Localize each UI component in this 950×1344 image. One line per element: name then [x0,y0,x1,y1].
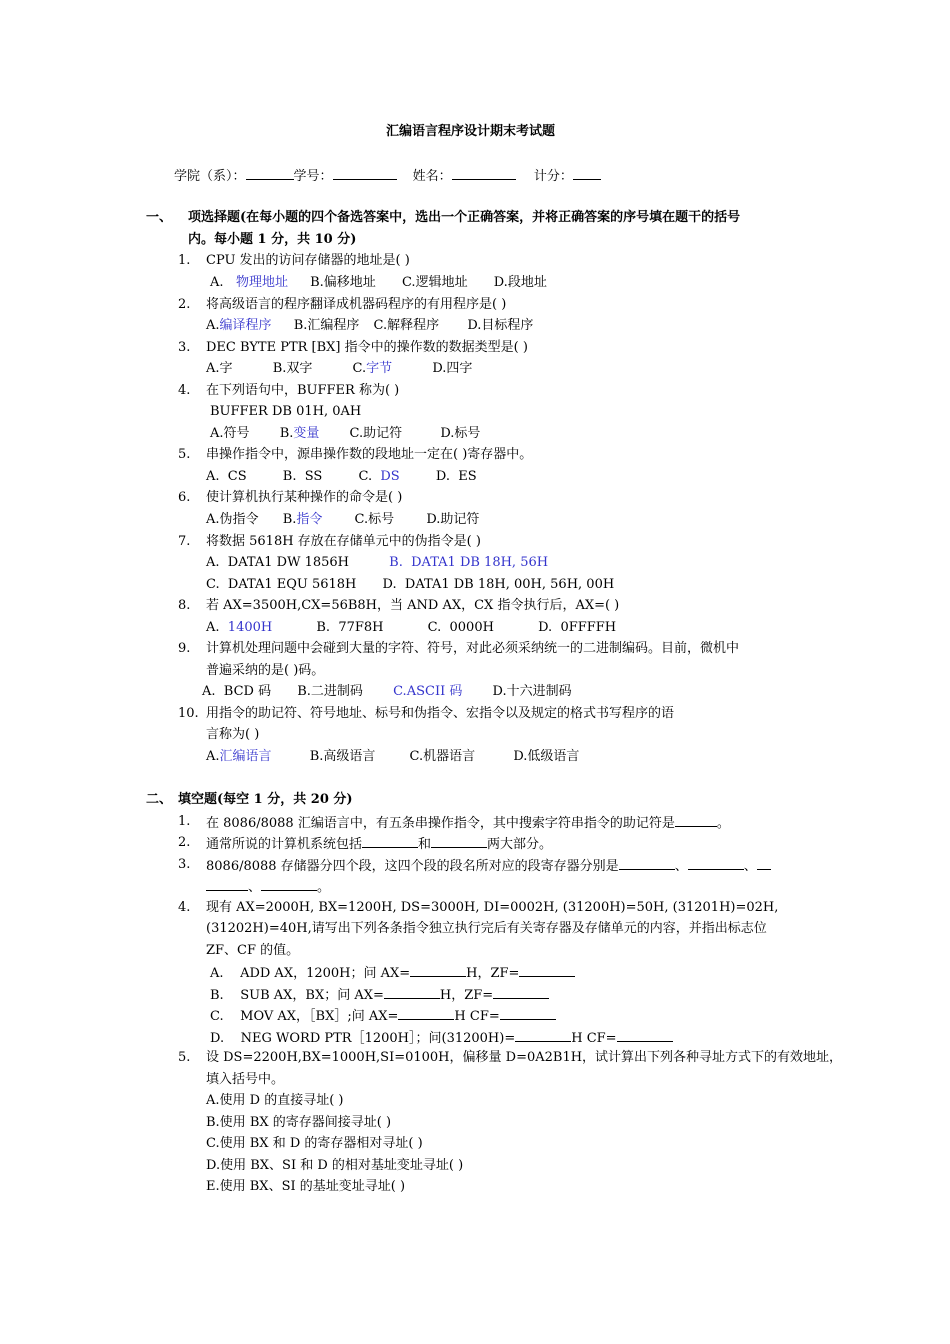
option[interactable]: A. CS [206,469,247,484]
answer-options [210,274,547,292]
option[interactable]: C. 0000H [427,620,494,635]
code-line: BUFFER DB 01H, 0AH [210,404,362,419]
blank[interactable] [500,1006,556,1020]
question-text: 在 8086/8088 汇编语言中，有五条串操作指令，其中搜索字符串指令的助记符是 。 [206,813,730,833]
option[interactable]: C.逻辑地址 [401,275,468,290]
question-text: 计算机处理问题中会碰到大量的字符、符号，对此必须采纳统一的二进制编码。目前，微机中 [206,641,740,656]
sub-item: A.使用 D 的直接寻址( ) [206,1093,344,1108]
option[interactable]: C. DS [358,469,400,484]
question-number: 3. [178,857,191,872]
college-field[interactable] [246,166,294,180]
option[interactable]: A.符号 [210,426,250,441]
question-text: 设 DS=2200H,BX=1000H,SI=0100H，偏移量 D=0A2B1H，试计算出下列各种寻址方式下的有效地址， [206,1050,843,1065]
option[interactable]: A.汇编语言 [206,749,272,764]
question-text: 8086/8088 存储器分四个段，这四个段的段名所对应的段寄存器分别是 、 、 [206,856,771,876]
sub-item: A. ADD AX，1200H；问 AX= H，ZF= [210,963,575,983]
answer-options [210,425,480,443]
question-text-cont: 填入括号中。 [206,1072,285,1087]
question-text: 现有 AX=2000H, BX=1200H, DS=3000H, DI=0002H, (31200H)=50H, (31201H)=02H, [206,900,779,915]
option[interactable]: C.字节 [352,361,393,376]
option[interactable]: D. DATA1 DB 18H, 00H, 56H, 00H [382,577,615,592]
blank[interactable] [261,877,317,891]
name-label: 姓名： [412,169,452,184]
option[interactable]: D. ES [435,469,477,484]
blank[interactable] [384,985,440,999]
question-number: 1. [178,814,191,829]
option[interactable]: A. 1400H [206,620,273,635]
sub-item: D. NEG WORD PTR［1200H］；问(31200H)= H CF= [210,1028,673,1048]
sub-item: B. SUB AX，BX；问 AX= H，ZF= [210,985,549,1005]
name-field[interactable] [452,166,516,180]
answer-options [206,317,533,335]
question-text: DEC BYTE PTR [BX] 指令中的操作数的数据类型是( ) [206,340,528,355]
answer-options [206,511,479,529]
score-label: 计分： [533,169,573,184]
option[interactable]: D. 0FFFFH [538,620,617,635]
blank[interactable] [619,856,675,870]
question-number: 4. [178,900,191,915]
answer-options [202,683,572,701]
question-text: CPU 发出的访问存储器的地址是( ) [206,253,410,268]
student-id-label: 学号： [293,169,333,184]
option[interactable]: C.ASCII 码 [393,684,463,699]
answer-options [206,554,548,572]
answer-options [206,619,616,637]
blank[interactable] [688,856,744,870]
blank[interactable] [398,1006,454,1020]
question-text: 使计算机执行某种操作的命令是( ) [206,490,403,505]
option[interactable]: B.汇编程序 [293,318,360,333]
option[interactable]: B.变量 [279,426,320,441]
page-title: 汇编语言程序设计期末考试题 [386,124,556,139]
option[interactable]: B. 77F8H [316,620,384,635]
question-text: 在下列语句中，BUFFER 称为( ) [206,383,400,398]
question-number: 5. [178,447,191,462]
sub-item: C.使用 BX 和 D 的寄存器相对寻址( ) [206,1136,423,1151]
option[interactable]: D.目标程序 [467,318,534,333]
score-field[interactable] [573,166,601,180]
option[interactable]: D.低级语言 [513,749,580,764]
question-number: 2. [178,297,191,312]
section2-number: 二、 [146,792,173,807]
question-text: 若 AX=3500H,CX=56B8H，当 AND AX，CX 指令执行后，AX=( ) [206,598,620,613]
option[interactable]: B.高级语言 [309,749,376,764]
question-text: 通常所说的计算机系统包括 和 两大部分。 [206,834,552,854]
blank[interactable] [757,856,771,870]
question-number: 8. [178,598,191,613]
option[interactable]: B. SS [282,469,323,484]
answer-options [206,468,477,486]
section1-title-line1: 项选择题(在每小题的四个备选答案中，选出一个正确答案，并将正确答案的序号填在题干的括号 [188,210,741,225]
blank[interactable] [519,963,575,977]
question-text: 串操作指令中，源串操作数的段地址一定在( )寄存器中。 [206,447,533,462]
blank[interactable] [515,1028,571,1042]
question-number: 3. [178,340,191,355]
college-label: 学院（系）： [174,169,246,184]
option[interactable]: B. DATA1 DB 18H, 56H [389,555,549,570]
question-text-cont: 普遍采纳的是( )码。 [206,663,325,678]
question-text-cont: 、 。 [206,877,330,897]
option[interactable]: D.四字 [432,361,473,376]
option[interactable]: D.助记符 [426,512,480,527]
blank[interactable] [362,834,418,848]
sub-item: D.使用 BX、SI 和 D 的相对基址变址寻址( ) [206,1158,464,1173]
option[interactable]: C.解释程序 [373,318,440,333]
option[interactable]: D.十六进制码 [492,684,572,699]
option[interactable]: A. BCD 码 [202,684,272,699]
question-text-cont: (31202H)=40H,请写出下列各条指令独立执行完后有关寄存器及存储单元的内容，并指出标志位 [206,921,767,936]
question-text: 用指令的助记符、符号地址、标号和伪指令、宏指令以及规定的格式书写程序的语 [206,706,675,721]
question-number: 2. [178,835,191,850]
option[interactable]: B.二进制码 [297,684,363,699]
option[interactable]: A. DATA1 DW 1856H [206,555,349,570]
answer-options [206,748,579,766]
question-number: 7. [178,534,191,549]
option[interactable]: D.段地址 [493,275,547,290]
question-text: 将数据 5618H 存放在存储单元中的伪指令是( ) [206,534,481,549]
option[interactable]: A.伪指令 [206,512,259,527]
question-text: 将高级语言的程序翻译成机器码程序的有用程序是( ) [206,297,507,312]
question-number: 1. [178,253,191,268]
section2-title: 填空题(每空 1 分，共 20 分) [178,792,353,807]
question-number: 5. [178,1050,191,1065]
question-number: 4. [178,383,191,398]
option[interactable]: B.偏移地址 [310,275,376,290]
sub-item: B.使用 BX 的寄存器间接寻址( ) [206,1115,392,1130]
option[interactable]: C.机器语言 [409,749,476,764]
question-number: 6. [178,490,191,505]
blank[interactable] [675,813,717,827]
header-info [174,166,601,186]
option[interactable]: A.字 [206,361,233,376]
blank[interactable] [493,985,549,999]
blank[interactable] [617,1028,673,1042]
question-number: 10. [178,706,199,721]
option[interactable]: B.指令 [282,512,323,527]
section1-title-line2: 内。每小题 1 分，共 10 分) [188,232,357,247]
question-number: 9. [178,641,191,656]
sub-item: E.使用 BX、SI 的基址变址寻址( ) [206,1179,406,1194]
option[interactable]: C.助记符 [349,426,403,441]
student-id-field[interactable] [333,166,397,180]
sub-item: C. MOV AX，［BX］;问 AX= H CF= [210,1006,556,1026]
answer-options [206,576,614,594]
option[interactable]: C. DATA1 EQU 5618H [206,577,357,592]
section1-number: 一、 [146,210,173,225]
option[interactable]: C.标号 [354,512,395,527]
question-text-cont: ZF、CF 的值。 [206,943,300,958]
answer-options [206,360,472,378]
option[interactable]: B.双字 [272,361,313,376]
question-text-cont: 言称为( ) [206,727,260,742]
option[interactable]: D.标号 [440,426,481,441]
blank[interactable] [410,963,466,977]
option[interactable]: A. 物理地址 [210,275,288,290]
option[interactable]: A.编译程序 [206,318,272,333]
blank[interactable] [206,877,248,891]
blank[interactable] [431,834,487,848]
